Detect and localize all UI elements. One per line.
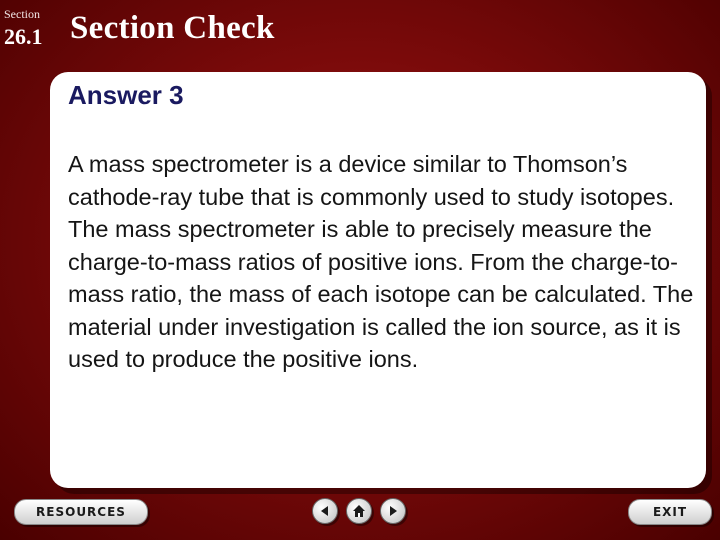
section-label: Section [4,7,40,21]
next-arrow-icon [386,504,400,518]
navigation-footer [0,490,720,540]
home-icon [352,504,366,518]
slide-header [0,0,720,60]
answer-paragraph: A mass spectrometer is a device similar to Thomson’s cathode-ray tube that is commonly used to study isotopes. The mass spectrometer is able to precisely measure the charge-to-mass ratios of positive ions. From the charge-to-mass ratio, the mass of each isotope can be calculated. The material under investigation is called the ion source, as it is used to produce the positive ions. [68,151,694,372]
home-button[interactable] [346,498,372,524]
answer-heading: Answer 3 [68,80,184,110]
previous-arrow-icon [318,504,332,518]
page-title: Section Check [70,10,275,46]
next-button[interactable] [380,498,406,524]
previous-button[interactable] [312,498,338,524]
exit-button[interactable]: EXIT [628,499,712,525]
resources-button[interactable]: RESOURCES [14,499,148,525]
section-number: 26.1 [4,24,43,49]
